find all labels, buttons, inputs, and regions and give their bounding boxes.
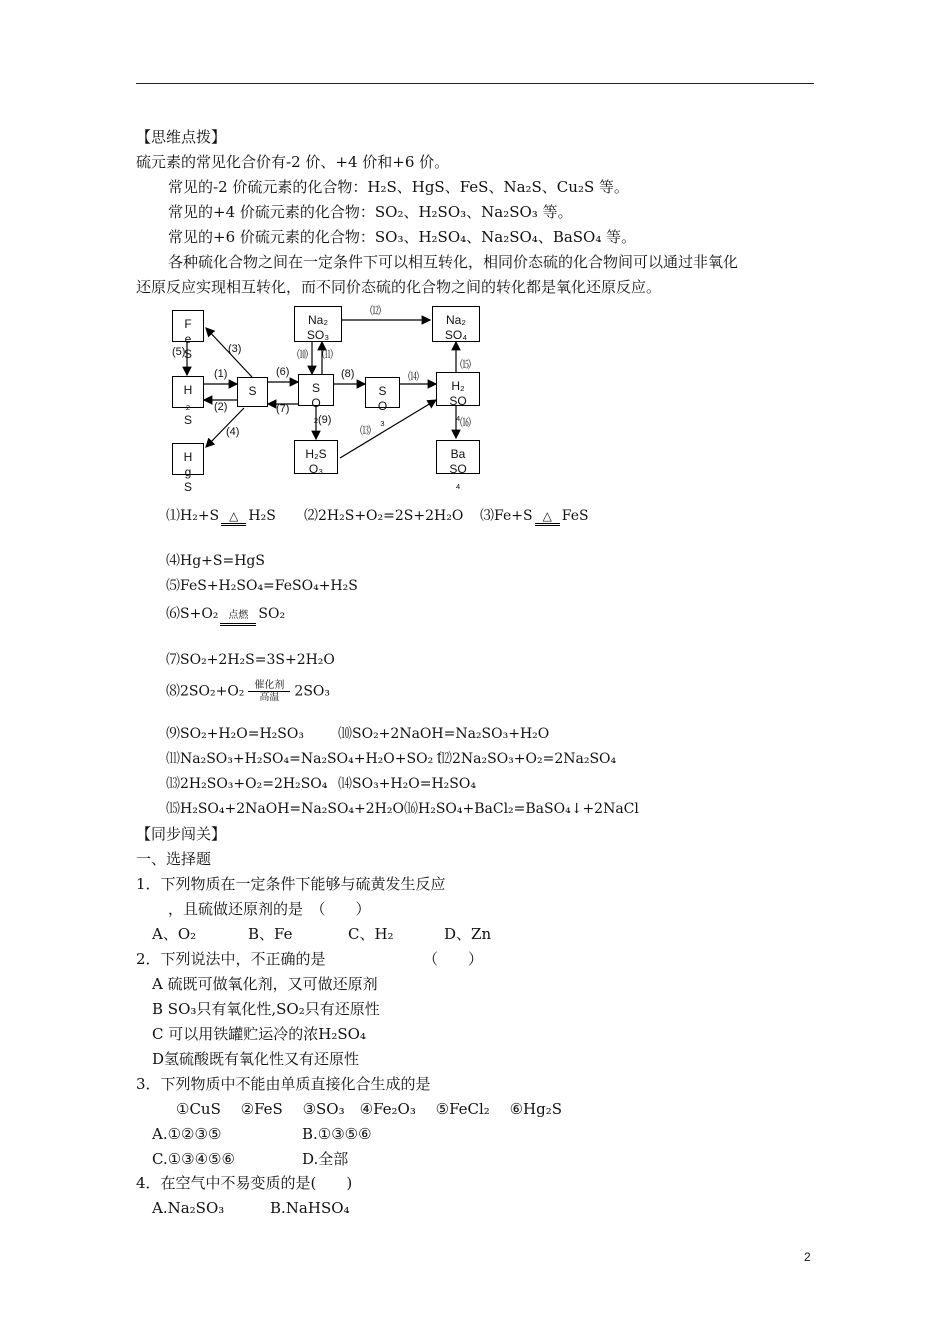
equation-4: ⑷Hg+S=HgS [166, 553, 265, 569]
q4-option-a: A.Na₂SO₃ [152, 1199, 225, 1217]
equation-13: ⒀2H₂SO₃+O₂=2H₂SO₄ [166, 776, 328, 792]
practice-title: 【同步闯关】 [136, 825, 227, 843]
q3-option-d: D.全部 [302, 1150, 349, 1168]
label-5: (5) [172, 346, 186, 358]
label-7: (7) [276, 403, 290, 415]
label-6: (6) [276, 366, 290, 378]
q3-items: ①CuS ②FeS ③SO₃ ④Fe₂O₃ ⑤FeCl₂ ⑥Hg₂S [176, 1100, 563, 1118]
equation-9: ⑼SO₂+H₂O=H₂SO₃ [166, 726, 304, 742]
box-baso4: Ba SO ₄ [436, 440, 480, 474]
box-h2so4: H₂ SO ₄ [436, 372, 480, 406]
q3-option-b: B.①③⑤⑥ [302, 1125, 372, 1143]
box-na2so3: Na₂ SO₃ [294, 306, 342, 342]
intro-line-1: 硫元素的常见化合价有-2 价、+4 价和+6 价。 [136, 153, 450, 171]
equation-16: ⒃H₂SO₄+BaCl₂=BaSO₄↓+2NaCl [404, 801, 639, 817]
q1-option-c: C、H₂ [348, 925, 394, 943]
question-1: 1．下列物质在一定条件下能够与硫黄发生反应 [136, 875, 446, 893]
box-so3: S O ₃ [365, 377, 400, 408]
equation-15: ⒂H₂SO₄+2NaOH=Na₂SO₄+2H₂O [166, 801, 404, 817]
equation-2: ⑵2H₂S+O₂=2S+2H₂O [304, 508, 464, 524]
box-fes: F e S [172, 310, 204, 342]
label-3: (3) [228, 343, 242, 355]
q2-option-c: C 可以用铁罐贮运冷的浓H₂SO₄ [152, 1025, 366, 1043]
label-13: ⒀ [360, 425, 371, 437]
label-14: ⒁ [408, 371, 419, 383]
label-15: ⒂ [460, 359, 471, 371]
box-s: S [237, 377, 268, 407]
box-h2so3: H₂S O₃ [294, 440, 338, 474]
intro-line-3: 常见的+4 价硫元素的化合物：SO₂、H₂SO₃、Na₂SO₃ 等。 [168, 203, 573, 221]
label-16: ⒃ [460, 417, 471, 429]
label-9: (9) [318, 414, 332, 426]
label-2: (2) [214, 401, 228, 413]
box-h2s: H ₂ S [172, 376, 204, 408]
q1-option-a: A、O₂ [152, 925, 197, 943]
equation-7: ⑺SO₂+2H₂S=3S+2H₂O [166, 652, 335, 668]
label-4: (4) [226, 426, 240, 438]
page-number: 2 [804, 1250, 811, 1264]
q1-option-d: D、Zn [444, 925, 492, 943]
question-2: 2．下列说法中，不正确的是 （ ） [136, 950, 484, 968]
question-3: 3．下列物质中不能由单质直接化合生成的是 [136, 1075, 431, 1093]
equation-8: ⑻2SO₂+O₂ 催化剂 高温 2SO₃ [166, 680, 331, 703]
question-4: 4．在空气中不易变质的是( ) [136, 1174, 353, 1192]
equation-10: ⑽SO₂+2NaOH=Na₂SO₃+H₂O [338, 726, 550, 742]
box-so2: S O ₂ [298, 374, 334, 406]
q2-option-a: A 硫既可做氧化剂，又可做还原剂 [152, 975, 378, 993]
q1-option-b: B、Fe [248, 925, 293, 943]
equation-11: ⑾Na₂SO₃+H₂SO₄=Na₂SO₄+H₂O+SO₂↑ [166, 751, 445, 767]
equation-12: ⑿2Na₂SO₃+O₂=2Na₂SO₄ [438, 751, 617, 767]
label-8: (8) [341, 368, 355, 380]
label-11: ⑾ [322, 349, 333, 361]
q2-option-b: B SO₃只有氧化性,SO₂只有还原性 [152, 1000, 380, 1018]
intro-line-4: 常见的+6 价硫元素的化合物：SO₃、H₂SO₄、Na₂SO₄、BaSO₄ 等。 [168, 228, 637, 246]
equation-6: ⑹S+O₂ 点燃 SO₂ [166, 604, 285, 626]
label-1: (1) [214, 368, 228, 380]
q4-option-b: B.NaHSO₄ [270, 1199, 350, 1217]
intro-line-2: 常见的-2 价硫元素的化合物：H₂S、HgS、FeS、Na₂S、Cu₂S 等。 [168, 178, 630, 196]
box-na2so4: Na₂ SO₄ [432, 306, 480, 342]
section-title: 【思维点拨】 [136, 128, 227, 146]
equation-5: ⑸FeS+H₂SO₄=FeSO₄+H₂S [166, 578, 358, 594]
intro-line-6: 还原反应实现相互转化，而不同价态硫的化合物之间的转化都是氧化还原反应。 [136, 278, 662, 296]
q2-option-d: D氢硫酸既有氧化性又有还原性 [152, 1050, 360, 1068]
q3-option-a: A.①②③⑤ [152, 1125, 222, 1143]
practice-section: 一、选择题 [136, 850, 212, 868]
label-12: ⑿ [370, 305, 381, 317]
equation-3: ⑶Fe+S △ FeS [480, 508, 589, 524]
box-hgs: H g S [172, 443, 204, 475]
q3-option-c: C.①③④⑤⑥ [152, 1150, 235, 1168]
question-1-cont: ，且硫做还原剂的是 （ ） [168, 900, 371, 918]
equation-14: ⒁SO₃+H₂O=H₂SO₄ [338, 776, 476, 792]
equation-1: ⑴H₂+S △ H₂S [166, 508, 276, 524]
label-10: ⑽ [297, 349, 308, 361]
intro-line-5: 各种硫化合物之间在一定条件下可以相互转化，相同价态硫的化合物间可以通过非氧化 [168, 253, 739, 271]
